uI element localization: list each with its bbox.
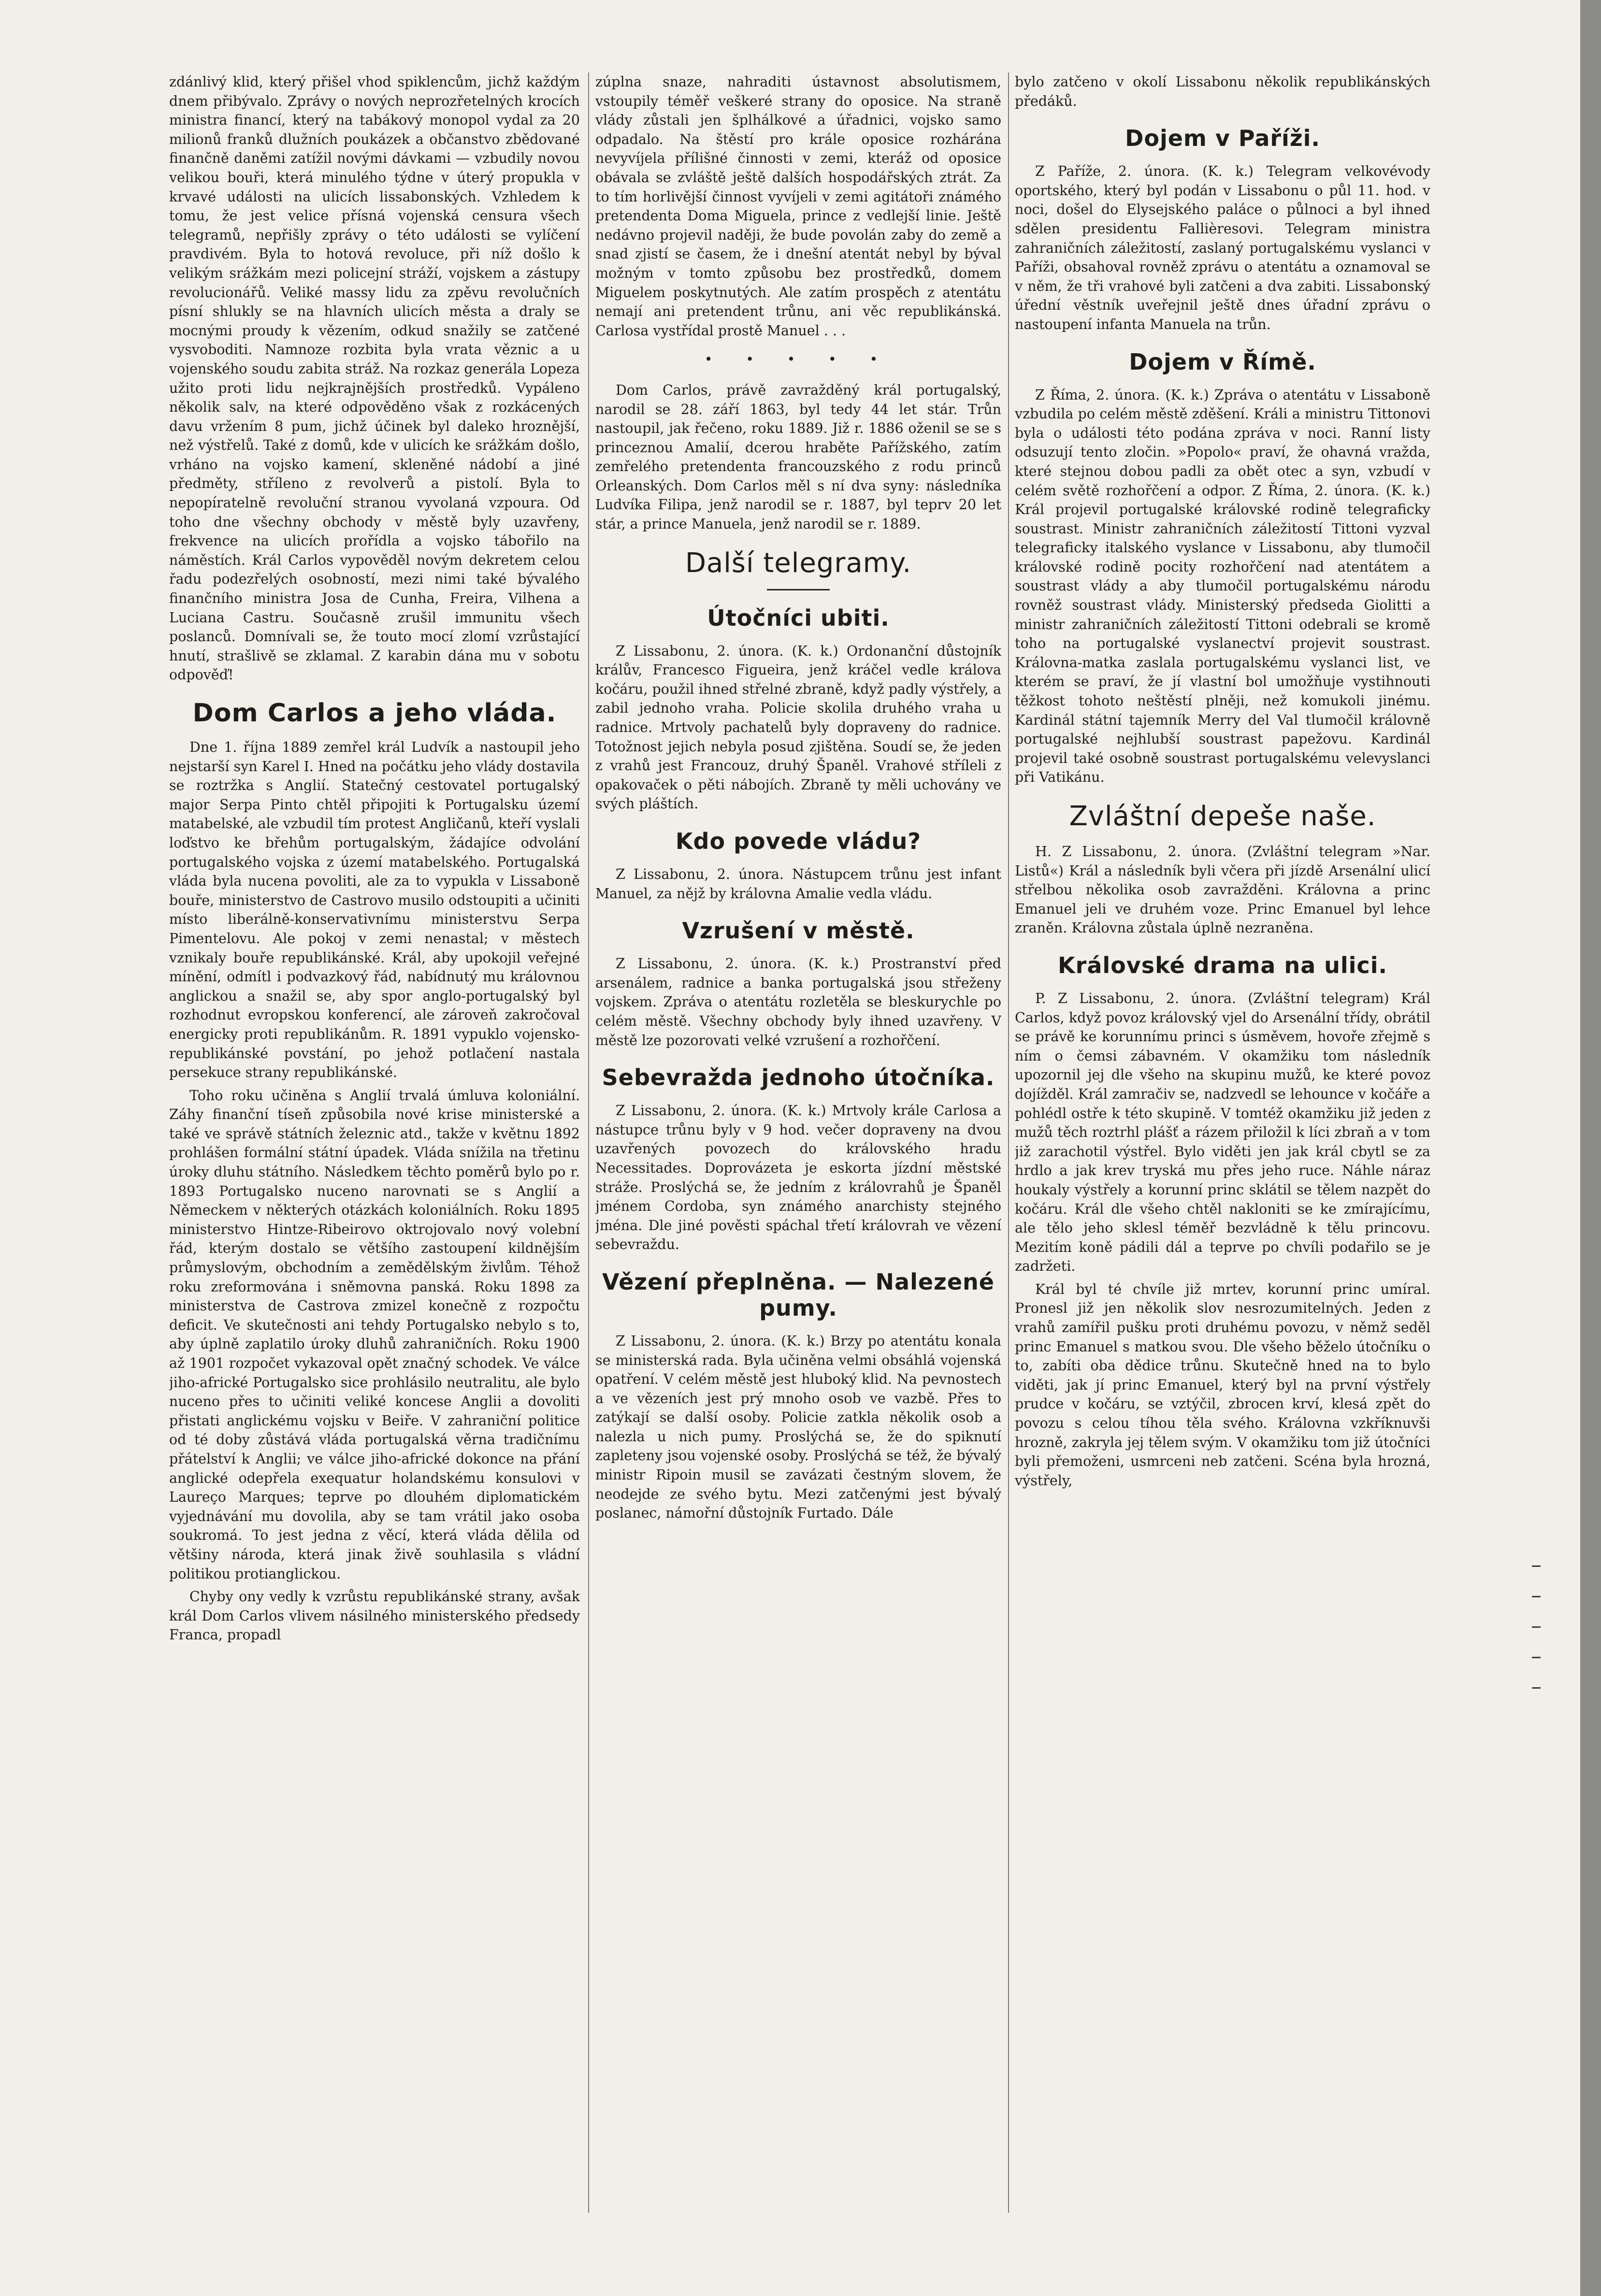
article-paragraph: Z Lissabonu, 2. února. (K. k.) Prostranství před arsenálem, radnice a banka portugalská jsou střeženy vojskem. Zpráva o atentátu rozletěla se bleskurychle po celém městě. Všechny obchody byly ihned uzavřeny. V městě lze pozorovati velké vzrušení a rozhořčení. (595, 956, 1001, 1048)
article-paragraph: H. Z Lissabonu, 2. února. (Zvláštní telegram »Nar. Listů«) Král a následník byli včera při jízdě Arsenální ulicí střelbou několika osob zavražděni. Královna a princ Emanuel jeli ve druhém voze. Princ Emanuel byl lehce zraněn. Královna zůstala úplně nezraněna. (1015, 844, 1430, 936)
article-paragraph: Chyby ony vedly k vzrůstu republikánské strany, avšak král Dom Carlos vlivem násilného ministerského předsedy Franca, propadl (169, 1589, 580, 1643)
section-separator (767, 589, 830, 590)
page-edge (1580, 0, 1601, 2296)
article-paragraph: Z Lissabonu, 2. února. Nástupcem trůnu jest infant Manuel, za nějž by královna Amalie vedla vládu. (595, 866, 1001, 902)
article-paragraph: zdánlivý klid, který přišel vhod spiklencům, jichž každým dnem přibývalo. Zprávy o nových neprozřetelných krocích ministra financí, který na tabákový monopol vydal za 20 milionů franků dlužních poukázek a občanstvo zbědované finančně daněmi zatížil novými dávkami — vzbudily novou velikou bouři, která minulého týdne v úterý propukla v krvavé události na ulicích lissabonských. Vzhledem k tomu, že jest velice přísná vojenská censura všech telegramů, nepřišly zprávy o této události se vylíčení pravdivém. Byla to hotová revoluce, při níž došlo k velikým srážkám mezi policejní stráží, vojskem a zástupy revolucionářů. Veliké massy lidu za zpěvu revolučních písní shlukly se na hlavních ulicích města a draly se mocnými proudy k vězením, odkud snažily se zatčené vysvoboditi. Namnoze rozbita byla vrata věznic a u vojenského soudu zabita stráž. Na rozkaz generála Lopeza užito proti lidu nejkrajnějších prostředků. Vypáleno několik salv, na které odpověděno však z rozkácených davu vržením 8 pum, jichž účinek byl daleko hroznější, než výstřelů. Také z domů, kde v ulicích ke srážkám došlo, vrháno na vojsko kamení, skleněné nádobí a jiné předměty, stříleno z revolverů a pistolí. Byla to nepopíratelně revoluční stranou vyvolaná vzpoura. Od toho dne všechny obchody v městě byly uzavřeny, frekvence na ulicích prořídla a vojsko tábořilo na náměstích. Král Carlos vypověděl novým dekretem celou řadu podezřelých osobností, mezi nimi také bývalého finančního ministra Josa de Cunha, Freira, Vilhena a Luciana Castru. Současně zrušil immunitu všech poslanců. Domnívali se, že touto mocí zlomí vzrůstající hnutí, strašlivě se zklamal. Z karabin dána mu v sobotu odpověď! (169, 74, 580, 683)
article-headline: Dom Carlos a jeho vláda. (192, 699, 557, 728)
column-right (1015, 72, 1430, 2213)
article-paragraph: Dom Carlos, právě zavražděný král portugalský, narodil se 28. září 1863, byl tedy 44 let stár. Trůn nastoupil, jak řečeno, roku 1889. Již r. 1886 oženil se se s princeznou Amalií, dcerou hraběte Pařížského, zatím zemřelého pretendenta francouzského z rodu princů Orleanských. Dom Carlos měl s ní dva syny: následníka Ludvíka Filipa, jenž narodil se r. 1887, byl teprv 20 let stár, a prince Manuela, jenž narodil se r. 1889. (595, 382, 1001, 532)
margin-marks (1532, 1565, 1561, 1807)
article-paragraph: Král byl té chvíle již mrtev, korunní princ umíral. Pronesl již jen několik slov nesrozumitelných. Jeden z vrahů zamířil pušku proti druhému povozu, v němž seděl princ Emanuel s matkou svou. Dle všeho běželo útočníku o to, zabíti oba dědice trůnu. Skutečně hned na to bylo viděti, jak jí princ Emanuel, který byl na první výstřely prudce v kočáru, se vztýčil, zbrocen krví, klesá zpět do povozu s celou tíhou těla svého. Královna vzkříknuvši hrozně, zakryla jej tělem svým. V okamžiku tom již útočníci byli přemoženi, usmrceni neb zatčeni. Scéna byla hrozná, výstřely, (1015, 1281, 1430, 1489)
article-headline: Dojem v Paříži. (1125, 125, 1320, 152)
column-left (169, 72, 580, 2213)
article-headline: Další telegramy. (685, 547, 912, 579)
article-paragraph: Z Lissabonu, 2. února. (K. k.) Mrtvoly krále Carlosa a nástupce trůnu byly v 9 hod. večer dopraveny na dvou uzavřených povozech do královského hradu Necessitades. Doprovázeta je eskorta jízdní městské stráže. Proslýchá se, že jedním z královrahů je Španěl jménem Cordoba, syn známého anarchisty stejného jména. Dle jiné pověsti spáchal třetí královrah ve vězení sebevraždu. (595, 1103, 1001, 1253)
article-paragraph: Z Paříže, 2. února. (K. k.) Telegram velkovévody oportského, který byl podán v Lissabonu o půl 11. hod. v noci, došel do Elysejského paláce o půlnoci a byl ihned sdělen presidentu Fallièresovi. Telegram ministra zahraničních záležitostí, zaslaný portugalskému vyslanci v Paříži, obsahoval rovněž zprávu o atentátu a oznamoval se v něm, že tři vrahové byli zatčeni a dva zabiti. Lissabonský úřední věstník uveřejnil ještě dnes úřadní zprávu o nastoupení infanta Manuela na trůn. (1015, 163, 1430, 332)
article-headline: Vzrušení v městě. (682, 918, 915, 944)
article-paragraph: zúplna snaze, nahraditi ústavnost absolutismem, vstoupily téměř veškeré strany do oposice. Na straně vlády zůstali jen šplhálkové a úřadnici, vojsko samo odpadalo. Na štěstí pro krále oposice rozhárána nevyvíjela přílišné činnosti v zemi, kteráž od oposice obávala se zvláště ještě dalších hospodářských ztrát. Za to tím horlivější činnost vyvíjeli v zemi agitátoři známého pretendenta Doma Miguela, prince z vedlejší linie. Ještě nedávno projevil naději, že bude povolán zaby do země a snad zjistí se časem, že i dnešní atentát nebyl by býval možným v tomto způsobu bez prostředků, domem Miguelem poskytnutých. Ale zatím prospěch z atentátu nemají ani pretendent trůnu, ani věc republikánská. Carlosa vystřídal prostě Manuel . . . (595, 74, 1001, 339)
column-middle (595, 72, 1001, 2213)
article-headline: Kdo povede vládu? (675, 828, 922, 854)
article-headline: Královské drama na ulici. (1058, 952, 1387, 978)
article-headline: Útočníci ubiti. (707, 604, 890, 631)
ornament-dots: • • • • • (704, 351, 893, 368)
article-paragraph: Dne 1. října 1889 zemřel král Ludvík a nastoupil jeho nejstarší syn Karel I. Hned na počátku jeho vlády dostavila se roztržka s Anglií. Statečný cestovatel portugalský major Serpa Pinto chtěl připojiti k Portugalsku území matabelské, ale vzbudil tím protest Angličanů, kteří vyslali loďstvo ke břehům portugalským, žádajíce odvolání portugalského vojska z území matabelského. Portugalská vláda byla nucena povoliti, ale za to vypukla v Lissaboně bouře, ministerstvo de Castrovo musilo odstoupiti a učiniti místo liberálně-konservativnímu ministerstvu Serpa Pimentelovu. Ale pokoj v zemi nenastal; v městech vznikaly bouře republikánské. Král, aby upokojil veřejné mínění, odmítl i podvazkový řád, nabídnutý mu královnou anglickou a snažil se, aby spor anglo-portugalský byl rozhodnut evropskou konferencí, ale zároveň zakročoval energicky proti republikánům. R. 1891 vypuklo vojensko-republikánské povstání, po jehož potlačení nastala persekuce strany republikánské. (169, 739, 580, 1081)
article-headline: Zvláštní depeše naše. (1069, 801, 1376, 832)
article-paragraph: P. Z Lissabonu, 2. února. (Zvláštní telegram) Král Carlos, když povoz královský vjel do Arsenální třídy, obrátil se právě ke korunnímu princi s úsměvem, hovoře zřejmě s ním o čemsi zábavném. V okamžiku tom následník upozornil jej dle všeho na skupinu mužů, ke které povoz dojížděl. Král zamračiv se, nadzvedl se lehounce v kočáře a pohlédl ostře k této skupině. V tomtéž okamžiku již jeden z mužů těch roztrhl plášť a rázem přiložil k líci zbraň a v tom již zarachotil výstřel. Bylo viděti jen jak král cbytl se za hrdlo a jak krev tryská mu přes jeho ruce. Náhle náraz houkaly výstřely a korunní princ sklátil se tělem nazpět do kočáru. Král dle všeho chtěl nakloniti se ke zmírajícímu, ale tělo jeho sklesl téměř bezvládně k tělu princovu. Mezitím koně pádili dál a teprve po chvíli podařilo se je zadržeti. (1015, 990, 1430, 1275)
column-divider (1008, 72, 1009, 2213)
article-paragraph: Z Říma, 2. února. (K. k.) Zpráva o atentátu v Lissaboně vzbudila po celém městě zděšení. Králi a ministru Tittonovi byla o události této podána zpráva v noci. Ranní listy odsuzují tento zločin. »Popolo« praví, že ohavná vražda, které stejnou dobou padli za obět otec a syn, vzbudí v celém světě rozhořčení a odpor. Z Říma, 2. února. (K. k.) Král projevil portugalské královské rodině telegraficky soustrast. Ministr zahraničních záležitostí Tittoni vyzval telegraficky italského vyslance v Lissabonu, aby tlumočil královské rodině pocity rozhořčení nad atentátem a soustrast vlády a aby tlumočil portugalskému národu rovněž soustrast vlády. Ministerský předseda Giolitti a ministr zahraničních záležitostí Tittoni odebrali se kromě toho na portugalské vyslanectví projevit soustrast. Královna-matka zaslala portugalskému vyslanci list, ve kterém se praví, že jí vlastní bol umožňuje vystihnouti těžkost tohoto neštěstí plněji, než komukoli jinému. Kardinál státní tajemník Merry del Val tlumočil královně portugalské nejhlubší soustrast papežovu. Kardinál projevil také osobně soustrast portugalskému velevyslanci při Vatikánu. (1015, 387, 1430, 786)
article-headline: Dojem v Římě. (1129, 348, 1316, 375)
article-paragraph: Toho roku učiněna s Anglií trvalá úmluva koloniální. Záhy finanční tíseň způsobila nové krise ministerské a také ve správě státních železnic atd., takže v květnu 1892 prohlášen formální státní úpadek. Vláda snížila na třetinu úroky dluhu státního. Následkem těchto poměrů bylo po r. 1893 Portugalsko nuceno narovnati se s Anglií a Německem v některých otázkách koloniálních. Roku 1895 ministerstvo Hintze-Ribeirovo oktrojovalo nový volební řád, kterým dostalo se většího zastoupení kildnějším průmyslovým, obchodním a zemědělským živlům. Téhož roku zreformována i sněmovna panská. Roku 1898 za ministerstva de Castrova zmizel konečně z rozpočtu deficit. Ve skutečnosti ani tehdy Portugalsko nebylo s to, aby úplně zaplatilo úroky dluhů zahraničních. Roku 1900 až 1901 rozpočet vykazoval opět značný schodek. Ve válce jiho-africké Portugalsko sice prohlásilo neutralitu, ale bylo nuceno přes to učiniti veliké koncese Anglii a dovoliti přistati anglickému vojsku v Beiře. V zahraniční politice od té doby zůstává vláda portugalská věrna tradičnímu přátelství k Anglii; ve válce jiho-africké dokonce na přání anglické odepřela exequatur holandskému konsulovi v Laureço Marques; teprve po dlouhém diplomatickém vyjednávání mu dovolila, aby se tam vrátil jako osoba soukromá. To jest jedna z věcí, která vláda dělila od většiny národa, která jinak živě souhlasila s vládní politikou protianglickou. (169, 1087, 580, 1582)
article-paragraph: Z Lissabonu, 2. února. (K. k.) Ordonanční důstojník králův, Francesco Figueira, jenž kráčel vedle králova kočáru, použil ihned střelné zbraně, když padly výstřely, a zabil jednoho vraha. Policie skolila druhého vraha u radnice. Mrtvoly pachatelů byly dopraveny do radnice. Totožnost jejich nebyla posud zjištěna. Soudí se, že jeden z vrahů jest Francouz, druhý Španěl. Vrahové stříleli z opakovaček o pěti nábojích. Zbraně ty měli uchovány ve svých pláštích. (595, 643, 1001, 812)
article-headline: Vězení přeplněna. — Nalezené pumy. (602, 1268, 995, 1321)
column-divider (588, 72, 589, 2213)
article-headline: Sebevražda jednoho útočníka. (602, 1064, 995, 1091)
article-paragraph: bylo zatčeno v okolí Lissabonu několik republikánských předáků. (1015, 74, 1430, 109)
article-paragraph: Z Lissabonu, 2. února. (K. k.) Brzy po atentátu konala se ministerská rada. Byla učiněna velmi obsáhlá vojenská opatření. V celém městě jest hluboký klid. Na pevnostech a ve vězeních jest prý mnoho osob ve vazbě. Přes to zatýkají se další osoby. Policie zatkla několik osob a nalezla u nich pumy. Proslýchá se, že do spiknutí zapleteny jsou vojenské osoby. Proslýchá se též, že bývalý ministr Ripoin musil se zavázati čestným slovem, že neodejde ze svého bytu. Mezi zatčenými jest bývalý poslanec, námořní důstojník Furtado. Dále (595, 1333, 1001, 1521)
